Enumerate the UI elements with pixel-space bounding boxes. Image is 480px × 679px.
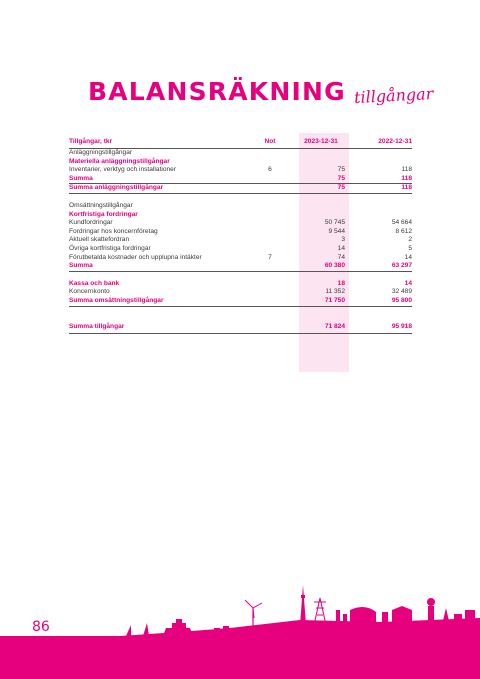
table-row bbox=[69, 184, 412, 194]
row-value-2023: 18 bbox=[337, 279, 345, 287]
row-note bbox=[247, 193, 293, 202]
row-value-2022 bbox=[349, 211, 412, 220]
row-note bbox=[247, 306, 293, 323]
row-value-2022 bbox=[349, 158, 412, 167]
row-label bbox=[69, 193, 247, 202]
table-row bbox=[69, 236, 412, 245]
row-note bbox=[247, 211, 293, 220]
row-label: Omsättningstillgångar bbox=[69, 201, 133, 209]
row-label: Summa omsättningstillgångar bbox=[69, 297, 247, 306]
row-value-2023: 71 750 bbox=[293, 297, 349, 306]
table-row bbox=[69, 323, 412, 334]
row-value-2022 bbox=[349, 193, 412, 202]
row-value-2022: 2 bbox=[408, 236, 412, 244]
table-header-row bbox=[69, 136, 412, 149]
row-note bbox=[247, 149, 293, 158]
row-note bbox=[247, 175, 293, 184]
row-value-2022: 118 bbox=[401, 166, 412, 174]
row-value-2022: 54 664 bbox=[391, 219, 412, 227]
row-value-2023: 75 bbox=[337, 166, 345, 174]
row-note bbox=[247, 271, 293, 280]
row-value-2023 bbox=[293, 202, 349, 211]
row-label: Summa bbox=[69, 262, 247, 271]
row-note bbox=[247, 262, 293, 271]
row-label bbox=[69, 306, 247, 323]
row-note bbox=[247, 202, 293, 211]
row-value-2023: 50 745 bbox=[324, 219, 345, 227]
row-value-2022 bbox=[349, 271, 412, 280]
row-value-2023: 75 bbox=[293, 175, 349, 184]
row-value-2023: 74 bbox=[337, 253, 345, 261]
row-note bbox=[247, 288, 293, 297]
row-value-2023: 11 352 bbox=[325, 288, 345, 296]
table-row bbox=[69, 306, 412, 323]
row-value-2023 bbox=[293, 193, 349, 202]
row-label: Kassa och bank bbox=[69, 279, 120, 287]
row-note bbox=[247, 323, 293, 334]
table-row bbox=[69, 288, 412, 297]
row-note bbox=[247, 297, 293, 306]
row-note bbox=[247, 184, 293, 194]
row-label: Summa bbox=[69, 175, 247, 184]
city-skyline-illustration bbox=[0, 570, 480, 679]
row-value-2023: 14 bbox=[337, 244, 345, 252]
row-value-2022: 8 612 bbox=[395, 227, 412, 235]
row-label bbox=[69, 271, 247, 280]
row-label: Övriga kortfristiga fordringar bbox=[69, 244, 151, 252]
row-label: Koncernkonto bbox=[69, 288, 110, 296]
row-value-2023: 71 824 bbox=[293, 323, 349, 334]
row-label: Summa anläggningstillgångar bbox=[69, 184, 247, 194]
row-note bbox=[247, 219, 293, 228]
row-value-2023 bbox=[293, 306, 349, 323]
table-row bbox=[69, 175, 412, 184]
row-label: Materiella anläggningstillgångar bbox=[69, 157, 170, 165]
row-note: 7 bbox=[268, 253, 272, 261]
row-value-2023 bbox=[293, 211, 349, 220]
row-label: Kortfristiga fordringar bbox=[69, 210, 138, 218]
row-value-2023: 60 380 bbox=[293, 262, 349, 271]
table-row bbox=[69, 245, 412, 254]
row-value-2022 bbox=[349, 202, 412, 211]
row-label: Kundfordringar bbox=[69, 219, 113, 227]
row-value-2022: 95 800 bbox=[349, 297, 412, 306]
row-value-2023 bbox=[293, 158, 349, 167]
row-value-2023: 9 544 bbox=[328, 227, 345, 235]
row-label: Aktuell skattefordran bbox=[69, 236, 130, 244]
row-value-2022: 5 bbox=[408, 244, 412, 252]
row-value-2022: 14 bbox=[404, 279, 412, 287]
row-note bbox=[247, 158, 293, 167]
table-row bbox=[69, 271, 412, 280]
row-value-2022: 118 bbox=[349, 175, 412, 184]
table-row bbox=[69, 280, 412, 289]
header-2023: 2023-12-31 bbox=[293, 136, 349, 149]
row-label: Fordringar hos koncernföretag bbox=[69, 227, 158, 235]
header-note: Not bbox=[247, 136, 293, 149]
table-row bbox=[69, 158, 412, 167]
row-note bbox=[247, 236, 293, 245]
table-row bbox=[69, 297, 412, 306]
row-value-2022: 14 bbox=[404, 253, 412, 261]
balance-sheet-table bbox=[69, 136, 412, 334]
row-value-2022: 63 297 bbox=[349, 262, 412, 271]
table-row bbox=[69, 166, 412, 175]
row-label: Anläggningstillgångar bbox=[69, 149, 133, 156]
row-value-2022: 32 489 bbox=[391, 288, 412, 296]
row-note bbox=[247, 228, 293, 237]
table-row bbox=[69, 228, 412, 237]
title-subtitle: tillgångar bbox=[353, 83, 434, 108]
table-row bbox=[69, 211, 412, 220]
title-main: BALANSRÄKNING bbox=[88, 77, 346, 106]
table-row bbox=[69, 202, 412, 211]
table-row bbox=[69, 219, 412, 228]
row-label: Summa tillgångar bbox=[69, 323, 247, 334]
row-value-2022 bbox=[349, 306, 412, 323]
page-title bbox=[88, 70, 434, 108]
table-body bbox=[69, 149, 412, 334]
row-label: Inventarier, verktyg och installationer bbox=[69, 166, 177, 174]
row-value-2023: 3 bbox=[341, 236, 345, 244]
row-value-2023: 75 bbox=[293, 184, 349, 194]
row-value-2022: 118 bbox=[349, 184, 412, 194]
header-2022: 2022-12-31 bbox=[349, 136, 412, 149]
table-row bbox=[69, 149, 412, 158]
row-value-2022: 95 918 bbox=[349, 323, 412, 334]
row-note bbox=[247, 280, 293, 289]
row-value-2022 bbox=[349, 149, 412, 158]
table-row bbox=[69, 193, 412, 202]
table-row bbox=[69, 262, 412, 271]
page-number: 86 bbox=[32, 619, 50, 635]
row-note: 6 bbox=[268, 166, 272, 174]
row-value-2023 bbox=[293, 149, 349, 158]
row-label: Förutbetalda kostnader och upplupna intäkter bbox=[69, 253, 202, 261]
table-row bbox=[69, 254, 412, 263]
header-label: Tillgångar, tkr bbox=[69, 136, 247, 149]
row-value-2023 bbox=[293, 271, 349, 280]
row-note bbox=[247, 245, 293, 254]
